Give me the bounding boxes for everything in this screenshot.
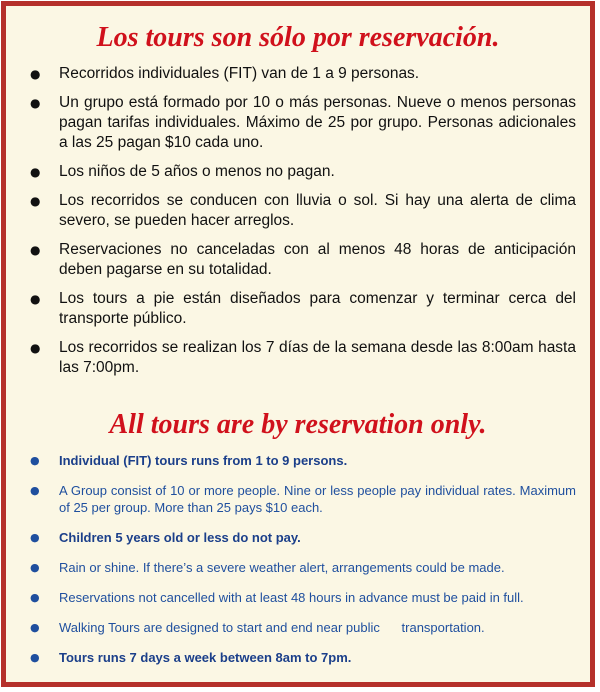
bullet-icon: ● bbox=[30, 621, 40, 634]
bullet-icon: ● bbox=[30, 591, 40, 604]
list-item: ● Los tours a pie están diseñados para comenzar y terminar cerca del transporte público. bbox=[30, 290, 576, 327]
list-item: ● Individual (FIT) tours runs from 1 to 9 persons. bbox=[30, 453, 348, 468]
bullet-icon: ● bbox=[30, 96, 41, 110]
list-item: ● A Group consist of 10 or more people. Nine or less people pay individual rates. Maximum of 25 per group. More than 25 pays $10 each. bbox=[30, 483, 576, 515]
list-item: ● Walking Tours are designed to start and end near public transportation. bbox=[30, 620, 485, 635]
list-item: ● Los recorridos se conducen con lluvia o sol. Si hay una alerta de clima severo, se pueden hacer arreglos. bbox=[30, 192, 576, 229]
english-heading: All tours are by reservation only. bbox=[109, 409, 487, 440]
bullet-icon: ● bbox=[30, 165, 41, 179]
bullet-icon: ● bbox=[30, 194, 41, 208]
list-item: ● Rain or shine. If there’s a severe weather alert, arrangements could be made. bbox=[30, 560, 505, 575]
list-item: ● Reservaciones no canceladas con al menos 48 horas de anticipación deben pagarse en su totalidad. bbox=[30, 241, 576, 278]
list-item: ● Tours runs 7 days a week between 8am to 7pm. bbox=[30, 650, 352, 665]
bullet-icon: ● bbox=[30, 651, 40, 664]
list-item: ● Children 5 years old or less do not pay. bbox=[30, 530, 301, 545]
list-item: ● Recorridos individuales (FIT) van de 1 a 9 personas. bbox=[30, 65, 420, 82]
bullet-icon: ● bbox=[30, 341, 41, 355]
bullet-icon: ● bbox=[30, 561, 40, 574]
bullet-icon: ● bbox=[30, 67, 41, 81]
list-item: ● Un grupo está formado por 10 o más personas. Nueve o menos personas pagan tarifas individuales. Máximo de 25 por grupo. Personas adicionales a las 25 pagan $10 cada uno. bbox=[30, 94, 576, 151]
bullet-icon: ● bbox=[30, 243, 41, 257]
spanish-heading: Los tours son sólo por reservación. bbox=[96, 22, 500, 53]
list-item: ● Los niños de 5 años o menos no pagan. bbox=[30, 163, 335, 180]
english-rules-list bbox=[26, 452, 576, 679]
list-item: ● Reservations not cancelled with at least 48 hours in advance must be paid in full. bbox=[30, 590, 524, 605]
list-item: ● Los recorridos se realizan los 7 días de la semana desde las 8:00am hasta las 7:00pm. bbox=[30, 339, 576, 376]
bullet-icon: ● bbox=[30, 484, 40, 497]
info-panel bbox=[1, 1, 595, 687]
bullet-icon: ● bbox=[30, 292, 41, 306]
spanish-rules-list bbox=[26, 64, 576, 387]
bullet-icon: ● bbox=[30, 454, 40, 467]
bullet-icon: ● bbox=[30, 531, 40, 544]
